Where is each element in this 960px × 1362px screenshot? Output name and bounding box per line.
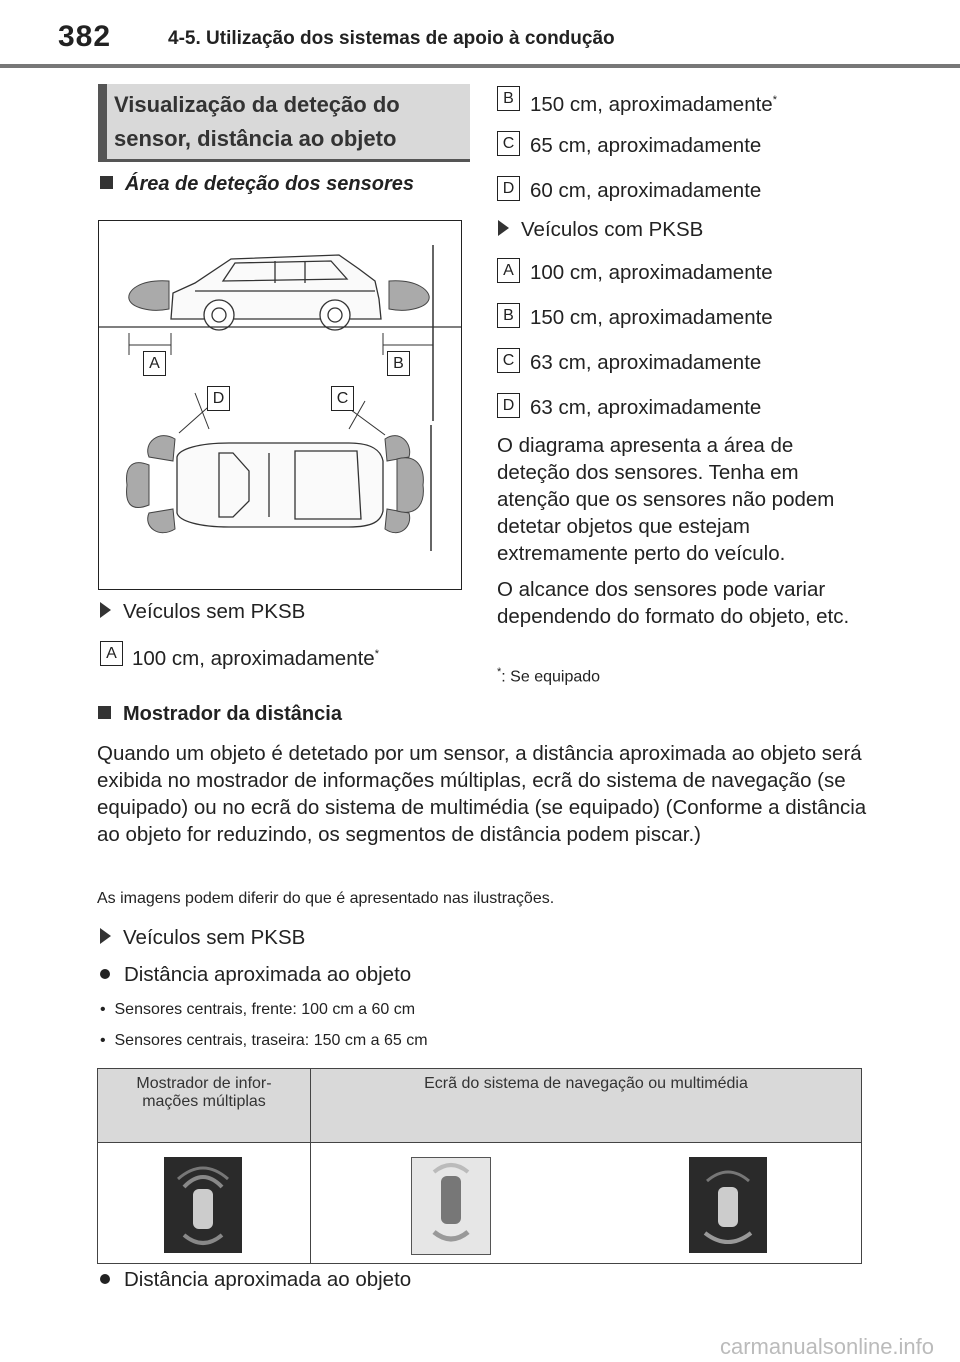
item-tag: D [497, 393, 520, 418]
diagram-label-a: A [143, 351, 166, 376]
diagram-label-b: B [387, 351, 410, 376]
diagram-label-d: D [207, 386, 230, 411]
without-pksb-label: Veículos sem PKSB [100, 598, 305, 625]
triangle-bullet-icon [100, 602, 111, 618]
item-text: 150 cm, aproximadamente* [530, 92, 777, 116]
sensor-diagram-svg [99, 221, 461, 589]
rear-corner-lobe-icon [385, 436, 410, 461]
watermark: carmanualsonline.info [720, 1334, 935, 1359]
footnote: *: Se equipado [497, 666, 601, 686]
mid-display-cell [98, 1143, 311, 1264]
mid-display-car-icon [164, 1157, 242, 1253]
distance-display-paragraph: Quando um objeto é detetado por um sensor, a distância aproximada ao objeto será exibida no mostrador de informações múltiplas, ecrã do sistema de navegação (se equipado) ou no ecrã do sistema de multimédia (se equipado) (Conforme a distância ao objeto for reduzindo, os segmentos de distância podem piscar.) [97, 742, 867, 846]
with-pksb-label: Veículos com PKSB [498, 216, 703, 243]
square-bullet-icon [100, 176, 113, 189]
front-corner-lobe-icon [148, 509, 175, 533]
nav-display-car-icon-b [689, 1157, 767, 1253]
triangle-bullet-icon [100, 928, 111, 944]
chapter-title: 4-5. Utilização dos sistemas de apoio à condução [168, 28, 615, 49]
front-corner-lobe-icon [148, 436, 175, 461]
item-tag: C [497, 131, 520, 156]
item-text: 65 cm, aproximadamente [530, 134, 762, 157]
header-rule [0, 64, 960, 68]
page-number: 382 [58, 20, 112, 53]
item-text: 100 cm, aproximadamente* [132, 646, 379, 670]
nav-display-image-b [689, 1157, 767, 1253]
item-tag: B [497, 86, 520, 111]
item-tag: C [497, 348, 520, 373]
car-top-view-icon [177, 443, 383, 527]
item-text: 60 cm, aproximadamente [530, 179, 762, 202]
dot-bullet-icon [100, 969, 110, 979]
square-bullet-icon [98, 706, 111, 719]
nav-display-image-a [411, 1157, 491, 1255]
subheading-distance-display: Mostrador da distância [98, 703, 342, 726]
item-tag: A [497, 258, 520, 283]
nav-display-car-icon [412, 1158, 490, 1254]
item-tag: B [497, 303, 520, 328]
without-pksb-label-2: Veículos sem PKSB [100, 924, 305, 951]
section-title: Visualização da deteção do sensor, distância ao objeto [114, 92, 400, 151]
rear-sensor-lobe-icon [389, 281, 429, 310]
bullet-distance-2: Distância aproximada ao objeto [100, 1266, 411, 1293]
table-header-nav: Ecrã do sistema de navegação ou multimédia [311, 1069, 862, 1143]
display-table [97, 1068, 862, 1264]
sub-bullet-rear: • Sensores centrais, traseira: 150 cm a 65 cm [100, 1032, 428, 1049]
bullet-distance-1: Distância aproximada ao objeto [100, 961, 411, 988]
car-side-view-icon [171, 255, 381, 330]
rear-lobe-icon [397, 458, 423, 512]
nav-display-cell [311, 1143, 862, 1264]
diagram-label-c: C [331, 386, 354, 411]
sensor-area-diagram [98, 220, 462, 590]
sub-bullet-front: • Sensores centrais, frente: 100 cm a 60 cm [100, 1001, 416, 1018]
dot-bullet-icon [100, 1274, 110, 1284]
mid-display-image [164, 1157, 242, 1253]
item-text: 63 cm, aproximadamente [530, 396, 762, 419]
item-text: 100 cm, aproximadamente [530, 261, 773, 284]
diagram-description: O diagrama apresenta a área de deteção dos sensores. Tenha em atenção que os sensores não podem detetar objetos que estejam extremamente perto do veículo. [497, 434, 835, 565]
triangle-bullet-icon [498, 220, 509, 236]
subheading-sensor-area: Área de deteção dos sensores [100, 173, 414, 196]
image-note: As imagens podem diferir do que é apresentado nas ilustrações. [97, 890, 555, 907]
item-tag: D [497, 176, 520, 201]
range-note: O alcance dos sensores pode variar dependendo do formato do objeto, etc. [497, 578, 850, 628]
front-sensor-lobe-icon [129, 281, 169, 310]
item-tag: A [100, 641, 123, 666]
table-header-mid: Mostrador de infor- mações múltiplas [98, 1069, 311, 1143]
item-text: 63 cm, aproximadamente [530, 351, 762, 374]
front-lobe-icon [127, 463, 149, 508]
item-text: 150 cm, aproximadamente [530, 306, 773, 329]
